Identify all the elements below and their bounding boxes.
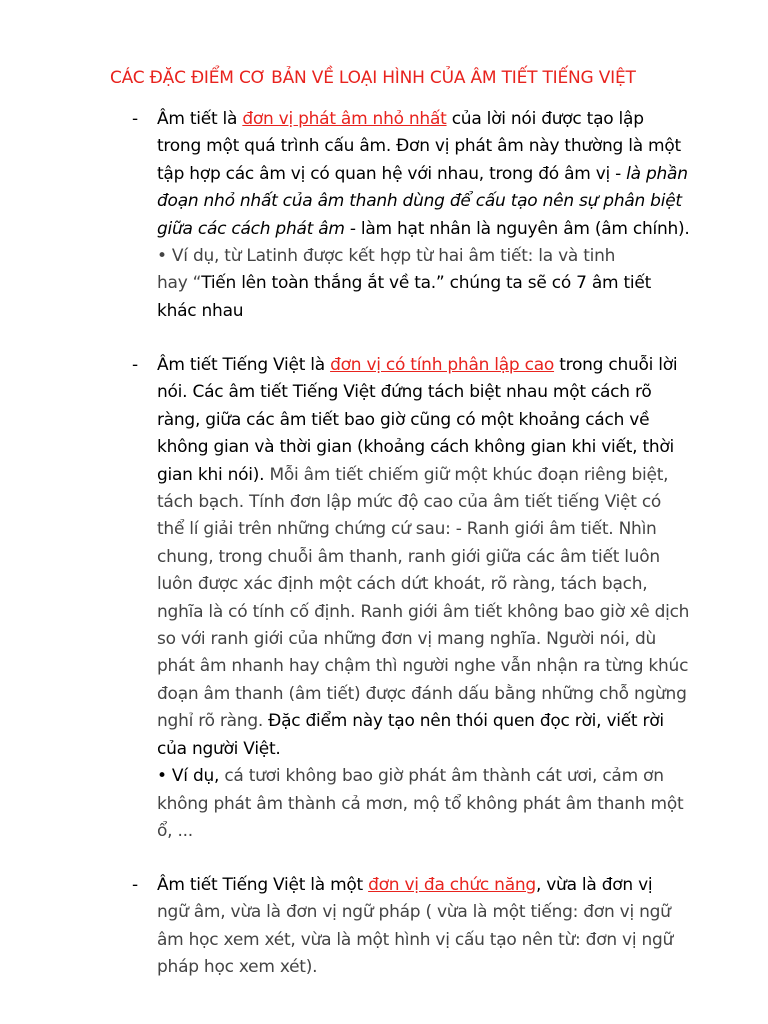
list-item-text: Âm tiết Tiếng Việt là một đơn vị đa chức năng, vừa là đơn vị ngữ âm, vừa là đơn vị ngữ pháp ( vừa là một tiếng: đơn vị ngữ âm học xem xét, vừa là một hình vị cấu tạo nên từ: đơn vị ngữ pháp học xem xét). xyxy=(157,875,674,978)
list-bullet: - xyxy=(132,355,139,375)
list-item-text: Âm tiết là đơn vị phát âm nhỏ nhất của lời nói được tạo lập trong một quá trình cấu âm. Đơn vị phát âm này thường là một tập hợp các âm vị có quan hệ với nhau, trong đó âm vị - là phần đoạn nhỏ nhất của âm thanh dùng để cấu tạo nên sự phân biệt giữa các cách phát âm - làm hạt nhân là nguyên âm (âm chính). • Ví dụ, từ Latinh được kết hợp từ hai âm tiết: la và tinh hay “Tiến lên toàn thắng ắt về ta.” chúng ta sẽ có 7 âm tiết khác nhau xyxy=(157,106,702,325)
list-item-text: Âm tiết Tiếng Việt là đơn vị có tính phân lập cao trong chuỗi lời nói. Các âm tiết Tiếng Việt đứng tách biệt nhau một cách rõ ràng, giữa các âm tiết bao giờ cũng có một khoảng cách về không gian và thời gian (khoảng cách không gian khi viết, thời gian khi nói). Mỗi âm tiết chiếm giữ một khúc đoạn riêng biệt, tách bạch. Tính đơn lập mức độ cao của âm tiết tiếng Việt có thể lí giải trên những chứng cứ sau: - Ranh giới âm tiết. Nhìn chung, trong chuỗi âm thanh, ranh giới giữa các âm tiết luôn luôn được xác định một cách dứt khoát, rõ ràng, tách bạch, nghĩa là có tính cố định. Ranh giới âm tiết không bao giờ xê dịch so với ranh giới của những đơn vị mang nghĩa. Người nói, dù phát âm nhanh hay chậm thì người nghe vẫn nhận ra từng khúc đoạn âm thanh (âm tiết) được đánh dấu bằng những chỗ ngừng nghỉ rõ ràng. Đặc điểm này tạo nên thói quen đọc rời, viết rời của người Việt. • Ví dụ, cá tươi không bao giờ phát âm thành cát ươi, cảm ơn không phát âm thành cả mơn, mộ tổ không phát âm thanh một ổ, ... xyxy=(157,355,690,841)
example-label: • Ví dụ, xyxy=(157,766,220,787)
document-title: CÁC ĐẶC ĐIỂM CƠ BẢN VỀ LOẠI HÌNH CỦA ÂM TIẾT TIẾNG VIỆT xyxy=(110,68,636,88)
list-bullet: - xyxy=(132,109,139,129)
highlight-term: đơn vị có tính phân lập cao xyxy=(330,355,555,375)
example-line: • Ví dụ, từ Latinh được kết hợp từ hai âm tiết: la và tinh xyxy=(157,246,616,267)
highlight-term: đơn vị đa chức năng xyxy=(368,875,536,895)
list-bullet: - xyxy=(132,875,139,895)
highlight-term: đơn vị phát âm nhỏ nhất xyxy=(242,109,447,129)
